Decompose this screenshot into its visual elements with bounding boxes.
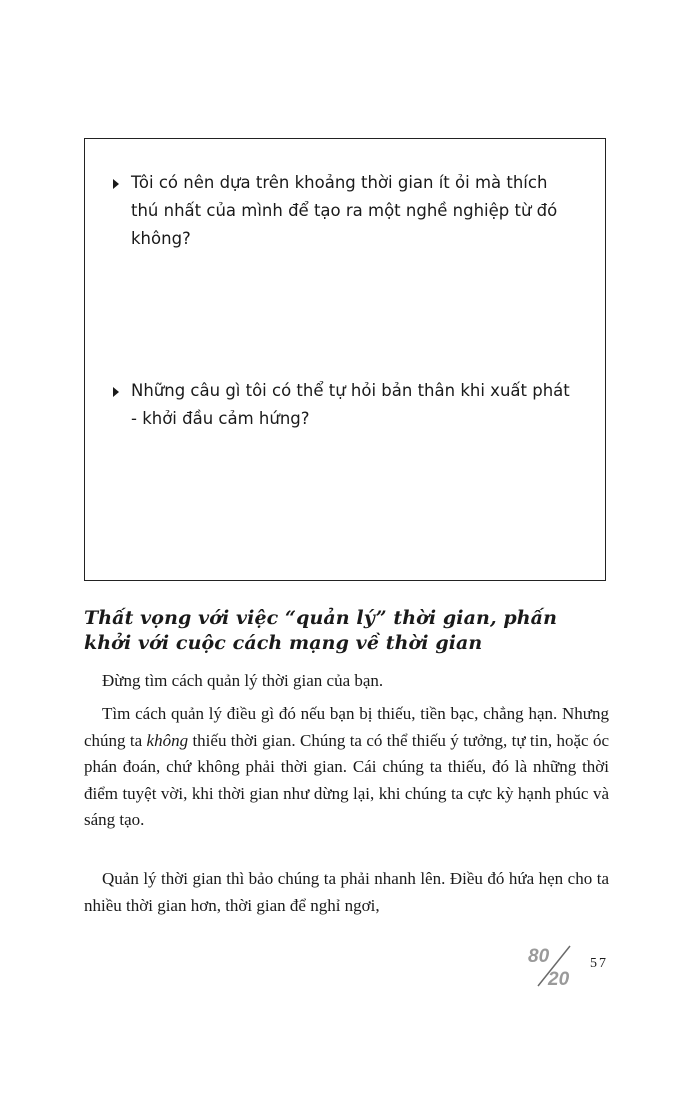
paragraph [84, 866, 609, 919]
question-box [84, 138, 606, 581]
paragraph-text: Quản lý thời gian thì bảo chúng ta phải nhanh lên. Điều đó hứa hẹn cho ta nhiều thời gian hơn, thời gian để nghỉ ngơi, [84, 869, 609, 915]
emphasis-text: không [146, 730, 189, 750]
paragraph [84, 668, 609, 695]
question-text: Những câu gì tôi có thể tự hỏi bản thân khi xuất phát - khởi đầu cảm hứng? [131, 381, 570, 428]
triangle-bullet-icon [113, 179, 119, 189]
paragraph-text: thiếu thời gian. Chúng ta có thể thiếu ý tưởng, tự tin, hoặc óc phán đoán, chứ không phải thời gian. Cái chúng ta thiếu, đó là những thời điểm tuyệt vời, khi thời gian như dừng lại, khi chúng ta cực kỳ hạnh phúc và sáng tạo. [84, 730, 609, 829]
question-text: Tôi có nên dựa trên khoảng thời gian ít ỏi mà thích thú nhất của mình để tạo ra một nghề nghiệp từ đó không? [131, 173, 558, 248]
paragraph [84, 701, 609, 834]
80-20-logo [524, 943, 582, 989]
paragraph-text: Tìm cách quản lý điều gì đó nếu bạn bị thiếu, tiền bạc, chẳng hạn. Nhưng chúng ta [84, 704, 609, 750]
section-heading: Thất vọng với việc “quản lý” thời gian, phấn khởi với cuộc cách mạng về thời gian [84, 607, 557, 654]
triangle-bullet-icon [113, 387, 119, 397]
question-item [109, 169, 579, 253]
logo-top-text: 80 [528, 946, 550, 967]
question-item [109, 377, 579, 433]
page-number: 57 [590, 956, 608, 971]
paragraph-text: Đừng tìm cách quản lý thời gian của bạn. [102, 671, 384, 690]
logo-bottom-text: 20 [548, 969, 570, 989]
